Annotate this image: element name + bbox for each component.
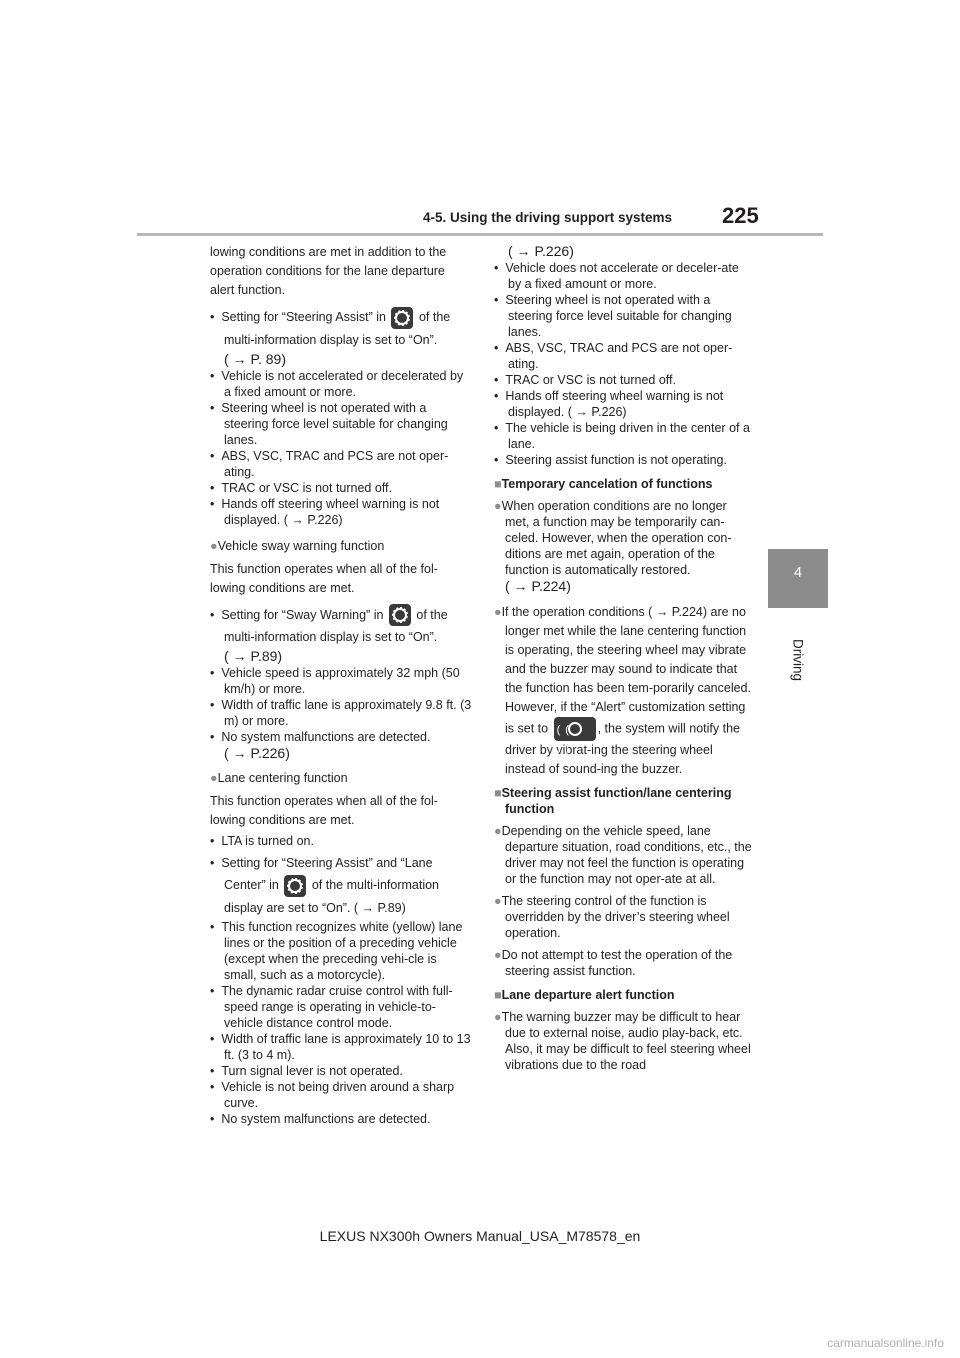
right-column — [494, 243, 754, 1073]
condition-item: • Steering wheel is not operated with a steering force level suitable for changing lanes. — [210, 400, 448, 447]
condition-item: • Vehicle speed is approximately 32 mph (50 km/h) or more. — [210, 666, 460, 697]
intro-text: lowing conditions are met in addition to the operation conditions for the lane departure alert function. — [210, 245, 447, 297]
chapter-label-box — [775, 620, 821, 700]
ref-p226: ( → P.226) — [224, 745, 290, 762]
condition-item: • TRAC or VSC is not turned off. — [210, 480, 393, 495]
condition-item: • No system malfunctions are detected. — [210, 730, 431, 745]
condition-item: • No system malfunctions are detected. — [210, 1112, 431, 1127]
condition-item: • TRAC or VSC is not turned off. — [494, 373, 677, 387]
sway-setting: • Setting for “Sway Warning” in of the multi-information display is set to “On”. — [210, 604, 472, 649]
lane-centering-intro: This function operates when all of the fol-lowing conditions are met. — [210, 794, 438, 828]
steering-vibration-icon — [554, 717, 596, 741]
steering-assist-heading: ■Steering assist function/lane centering function — [494, 786, 732, 816]
chapter-number: 4 — [793, 565, 803, 581]
chapter-label: Driving — [790, 638, 806, 682]
note-item: ●When operation conditions are no longer met, a function may be temporarily can-celed. However, when the operation con-ditions are met again, operation of the function is automatically restored. — [494, 499, 732, 577]
condition-item: • The dynamic radar cruise control with full-speed range is operating in vehicle-to-vehicle distance control mode. — [210, 984, 453, 1031]
settings-icon — [284, 875, 306, 897]
note-item: ●The warning buzzer may be difficult to hear due to external noise, audio play-back, etc. Also, it may be difficult to feel steering wheel vibrations due to the road — [494, 1010, 751, 1072]
settings-icon — [389, 604, 411, 626]
steering-assist-setting: • Setting for “Steering Assist” in of the multi-information display is set to “On”. — [210, 306, 472, 351]
ref-p224: ( → P.224) — [505, 578, 571, 594]
watermark: carmanualsonline.info — [827, 1336, 944, 1350]
header-section-title: 4-5. Using the driving support systems — [423, 210, 673, 225]
condition-item: • The vehicle is being driven in the center of a lane. — [494, 421, 750, 451]
chapter-tab — [768, 549, 828, 608]
note-item: ●If the operation conditions ( → P.224) are no longer met while the lane centering function is operating, the steering wheel may vibrate and the buzzer may sound to indicate that the function has been tem-porarily canceled. However, if the “Alert” customization setting is set to (( )) , the system will notify the driver by vibrat-ing the steering wheel instead of sound-ing the buzzer. — [494, 603, 754, 779]
condition-item: • Turn signal lever is not operated. — [210, 1064, 403, 1079]
temporary-cancelation-heading: ■Temporary cancelation of functions — [494, 477, 713, 491]
condition-item: • Vehicle is not being driven around a sharp curve. — [210, 1080, 455, 1111]
sway-heading: ●Vehicle sway warning function — [210, 538, 385, 553]
ref-p89: ( → P. 89) — [224, 350, 286, 367]
page-number: 225 — [722, 203, 759, 228]
condition-item: • Width of traffic lane is approximately 10 to 13 ft. (3 to 4 m). — [210, 1032, 471, 1063]
condition-item: • Vehicle is not accelerated or decelerated by a fixed amount or more. — [210, 368, 464, 399]
condition-item: • ABS, VSC, TRAC and PCS are not oper-ating. — [210, 448, 449, 479]
note-item: ●Do not attempt to test the operation of the steering assist function. — [494, 948, 733, 978]
header-rule — [137, 233, 823, 236]
ref-p226: ( → P.226) — [508, 243, 574, 259]
sway-intro: This function operates when all of the fol-lowing conditions are met. — [210, 561, 438, 595]
left-column — [210, 243, 472, 1127]
footer-manual-id: LEXUS NX300h Owners Manual_USA_M78578_en — [319, 1228, 641, 1244]
condition-item: • Steering assist function is not operating. — [494, 453, 727, 467]
lane-centering-setting: • Setting for “Steering Assist” and “Lane Center” in of the multi-information display are set to “On”. ( → P.89) — [210, 856, 439, 916]
condition-item: • Steering wheel is not operated with a steering force level suitable for changing lanes. — [494, 293, 732, 339]
condition-item: • ABS, VSC, TRAC and PCS are not oper-ating. — [494, 341, 733, 371]
condition-item: • Hands off steering wheel warning is not displayed. ( → P.226) — [494, 389, 724, 419]
condition-item: • Width of traffic lane is approximately 9.8 ft. (3 m) or more. — [210, 698, 472, 729]
condition-item: • Hands off steering wheel warning is not displayed. ( → P.226) — [210, 496, 440, 527]
condition-item: • Vehicle does not accelerate or deceler-ate by a fixed amount or more. — [494, 261, 739, 291]
note-item: ●The steering control of the function is overridden by the driver’s steering wheel operation. — [494, 894, 730, 940]
condition-item: • This function recognizes white (yellow) lane lines or the position of a preceding vehicle (except when the preceding vehi-cle is small, such as a motorcycle). — [210, 920, 463, 983]
lane-centering-heading: ●Lane centering function — [210, 771, 348, 786]
note-item: ●Depending on the vehicle speed, lane departure situation, road conditions, etc., the driver may not feel the function is operating or the function may not oper-ate at all. — [494, 824, 752, 886]
lane-departure-heading: ■Lane departure alert function — [494, 988, 675, 1002]
ref-p89: ( → P.89) — [224, 648, 283, 665]
condition-item: • LTA is turned on. — [210, 834, 314, 849]
settings-icon — [391, 307, 413, 329]
